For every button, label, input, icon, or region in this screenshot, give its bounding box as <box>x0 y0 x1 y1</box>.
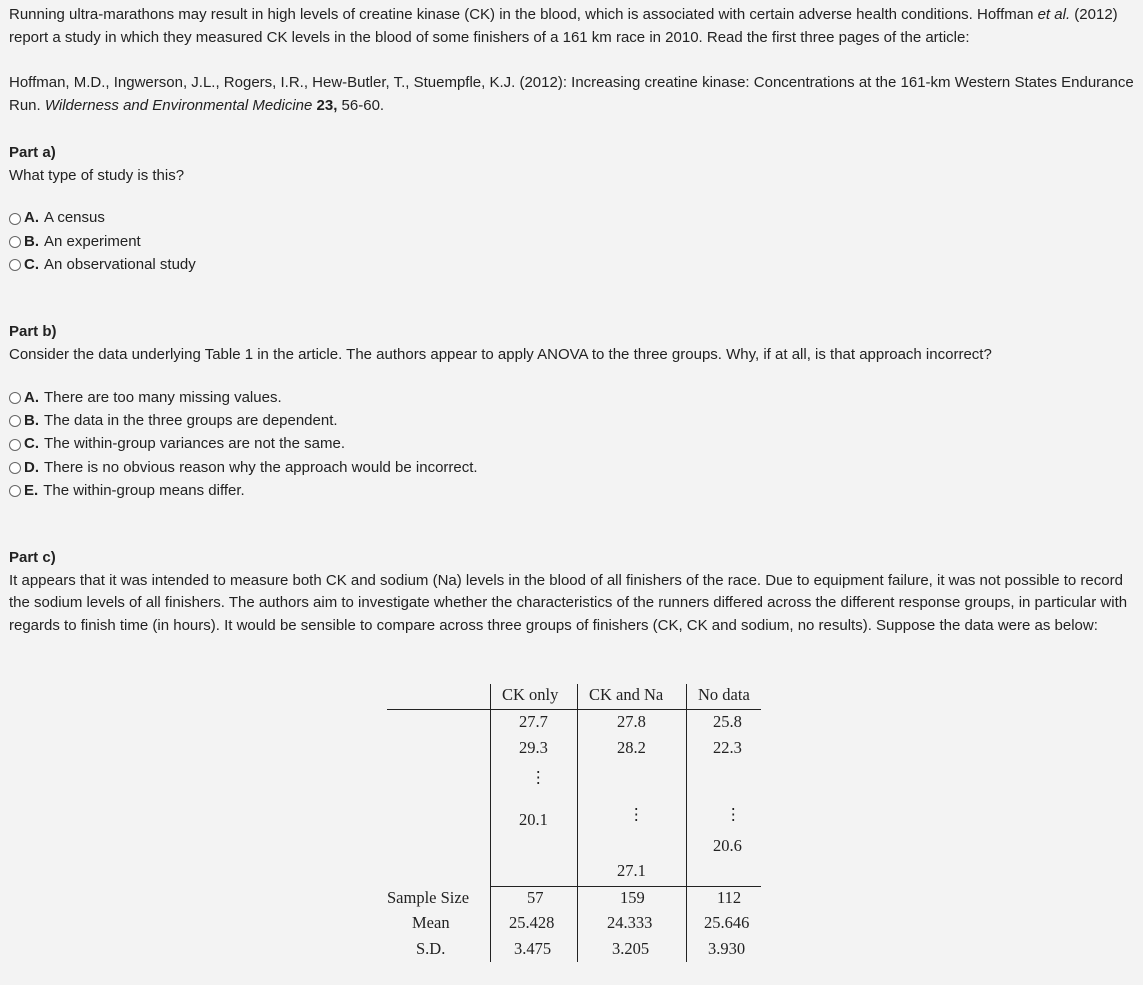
ck-only-ellipsis: ⋮ <box>530 768 547 787</box>
part-c-question: It appears that it was intended to measure both CK and sodium (Na) levels in the blood of all finishers of the race. Due to equipment failure, it was not possible to record the sodium levels of all finishers. The authors aim to investigate whether the characteristics of the runners differed across the different response groups, in particular with regards to finish time (in hours). It would be sensible to compare across three groups of finishers (CK, CK and sodium, no results). Suppose the data were as below: <box>9 571 1128 634</box>
article-reference <box>9 72 1137 117</box>
sample-size-ck-na: 159 <box>620 888 645 907</box>
radio-button[interactable] <box>9 236 21 248</box>
header-no-data: No data <box>698 685 750 704</box>
reference-journal: Wilderness and Environmental Medicine <box>44 96 313 114</box>
part-b-question: Consider the data underlying Table 1 in the article. The authors appear to apply ANOVA to the three groups. Why, if at all, is that approach incorrect? <box>9 345 992 363</box>
sd-ck-only: 3.475 <box>514 939 552 958</box>
reference-authors: Hoffman, M.D., Ingwerson, J.L., Rogers, I.R., Hew-Butler, T., Stuempfle, K.J. (2012): Increasing creatine kinase: Concentrations at the 161-km Western States Endurance Run. <box>9 74 1134 114</box>
ck-only-value: 29.3 <box>519 738 548 757</box>
ck-na-ellipsis: ⋮ <box>628 805 645 824</box>
part-b-title: Part b) <box>9 323 57 341</box>
radio-button[interactable] <box>9 213 21 225</box>
ck-only-value: 20.1 <box>519 810 548 829</box>
label-sample-size: Sample Size <box>387 888 470 907</box>
part-a-option-a[interactable]: A. A census <box>9 207 1137 230</box>
mean-ck-only: 25.428 <box>509 913 555 932</box>
no-data-value: 22.3 <box>713 738 742 757</box>
ck-na-value: 27.8 <box>617 712 646 731</box>
ck-na-value: 27.1 <box>617 861 646 880</box>
part-b-option-d[interactable]: D. There is no obvious reason why the approach would be incorrect. <box>9 456 1137 479</box>
sample-size-ck-only: 57 <box>527 888 544 907</box>
part-a-question: What type of study is this? <box>9 166 185 184</box>
part-a-option-c[interactable]: C. An observational study <box>9 254 1137 277</box>
part-a-option-b[interactable]: B. An experiment <box>9 230 1137 253</box>
sd-no-data: 3.930 <box>708 939 746 958</box>
part-b-option-e[interactable]: E. The within-group means differ. <box>9 480 1137 503</box>
intro-et-al: et al. <box>1037 6 1071 23</box>
no-data-value: 20.6 <box>713 836 742 855</box>
question-content <box>9 4 1137 637</box>
radio-button[interactable] <box>9 485 21 497</box>
mean-no-data: 25.646 <box>704 913 750 932</box>
header-ck-and-na: CK and Na <box>589 685 664 704</box>
ck-only-value: 27.7 <box>519 712 548 731</box>
label-mean: Mean <box>412 913 450 932</box>
sd-ck-na: 3.205 <box>612 939 650 958</box>
reference-volume: 23, <box>316 96 338 114</box>
part-c-title: Part c) <box>9 549 56 567</box>
finish-time-table <box>387 684 761 962</box>
part-a-options <box>9 207 1137 277</box>
mean-ck-na: 24.333 <box>607 913 653 932</box>
header-ck-only: CK only <box>502 685 559 704</box>
no-data-ellipsis: ⋮ <box>725 805 742 824</box>
intro-text-end: (2012) report a study in which they measured CK levels in the blood of some finishers of a 161 km race in 2010. Read the first three pages of the article: <box>9 6 1118 46</box>
intro-paragraph <box>9 4 1137 49</box>
intro-text: Running ultra-marathons may result in high levels of creatine kinase (CK) in the blood, which is associated with certain adverse health conditions. Hoffman <box>9 6 1038 23</box>
part-a-title: Part a) <box>9 144 56 161</box>
reference-pages: 56-60. <box>337 96 385 114</box>
part-b-option-b[interactable]: B. The data in the three groups are dependent. <box>9 410 1137 433</box>
part-b-option-a[interactable]: A. There are too many missing values. <box>9 386 1137 409</box>
radio-button[interactable] <box>9 415 21 427</box>
radio-button[interactable] <box>9 259 21 271</box>
radio-button[interactable] <box>9 462 21 474</box>
part-b-option-c[interactable]: C. The within-group variances are not the same. <box>9 433 1137 456</box>
radio-button[interactable] <box>9 439 21 451</box>
label-sd: S.D. <box>416 939 446 958</box>
ck-na-value: 28.2 <box>617 738 646 757</box>
radio-button[interactable] <box>9 392 21 404</box>
part-b-options <box>9 386 1137 503</box>
no-data-value: 25.8 <box>713 712 742 731</box>
sample-size-no-data: 112 <box>717 888 742 907</box>
